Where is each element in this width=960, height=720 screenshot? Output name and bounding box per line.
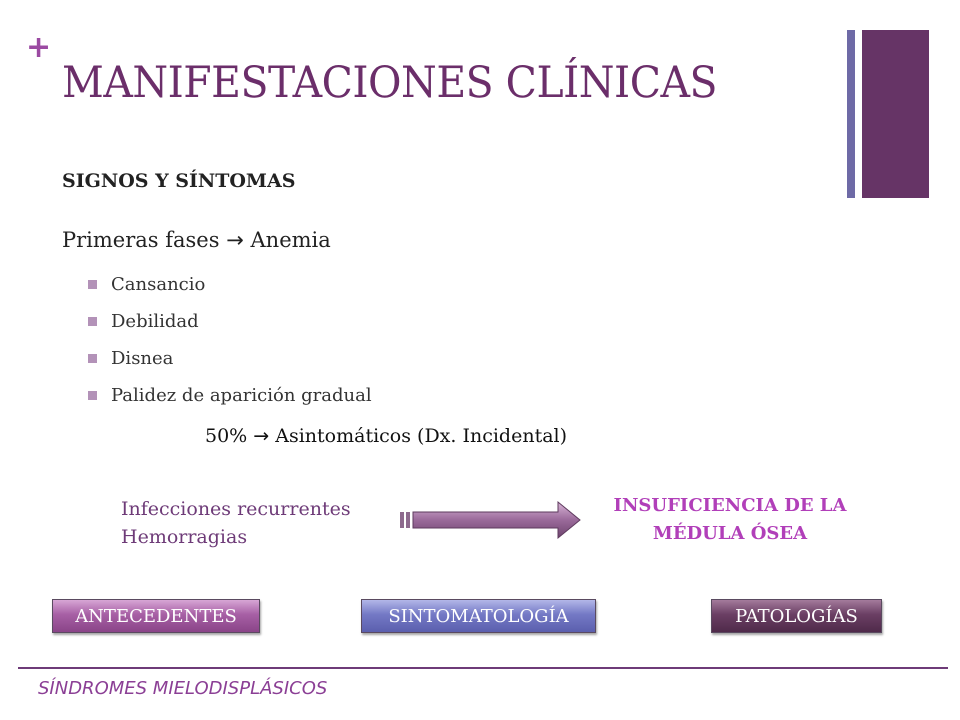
phase-label: Primeras fases bbox=[62, 228, 220, 252]
phase-line bbox=[62, 228, 331, 252]
decorative-bar-thin bbox=[847, 30, 855, 198]
symptom-label: Palidez de aparición gradual bbox=[111, 385, 372, 406]
footer-divider bbox=[18, 667, 948, 669]
phase-result: Anemia bbox=[250, 228, 331, 252]
symptom-label: Disnea bbox=[111, 348, 174, 369]
bone-marrow-failure-label bbox=[590, 492, 870, 548]
bullet-square-icon bbox=[88, 391, 97, 400]
section-subtitle: SIGNOS Y SÍNTOMAS bbox=[62, 170, 296, 192]
list-item bbox=[88, 377, 372, 414]
patologias-button[interactable]: PATOLOGÍAS bbox=[711, 599, 882, 633]
list-item bbox=[88, 266, 372, 303]
symptom-label: Cansancio bbox=[111, 274, 206, 295]
arrow-right-icon: → bbox=[226, 228, 244, 252]
decorative-bar-thick bbox=[862, 30, 929, 198]
symptom-list bbox=[88, 266, 372, 414]
symptom-label: Debilidad bbox=[111, 311, 199, 332]
footer-title: SÍNDROMES MIELODISPLÁSICOS bbox=[38, 678, 328, 699]
bullet-square-icon bbox=[88, 280, 97, 289]
arrow-tail-stripe bbox=[406, 512, 410, 528]
causes-list bbox=[121, 495, 351, 551]
arrow-body bbox=[413, 502, 580, 538]
plus-icon: + bbox=[26, 30, 52, 65]
marrow-line: INSUFICIENCIA DE LA bbox=[613, 495, 847, 516]
asymptomatic-label: Asintomáticos (Dx. Incidental) bbox=[275, 425, 568, 447]
big-arrow-icon bbox=[398, 497, 584, 543]
bullet-square-icon bbox=[88, 317, 97, 326]
marrow-line: MÉDULA ÓSEA bbox=[652, 523, 808, 544]
percent-value: 50% bbox=[205, 425, 248, 447]
sintomatologia-button[interactable]: SINTOMATOLOGÍA bbox=[361, 599, 596, 633]
cause-item: Infecciones recurrentes bbox=[121, 498, 351, 520]
slide-title: MANIFESTACIONES CLÍNICAS bbox=[62, 58, 718, 108]
list-item bbox=[88, 340, 372, 377]
bullet-square-icon bbox=[88, 354, 97, 363]
antecedentes-button[interactable]: ANTECEDENTES bbox=[52, 599, 260, 633]
arrow-right-icon: → bbox=[253, 425, 270, 447]
asymptomatic-note bbox=[205, 425, 567, 447]
list-item bbox=[88, 303, 372, 340]
arrow-tail-stripe bbox=[400, 512, 404, 528]
cause-item: Hemorragias bbox=[121, 526, 248, 548]
